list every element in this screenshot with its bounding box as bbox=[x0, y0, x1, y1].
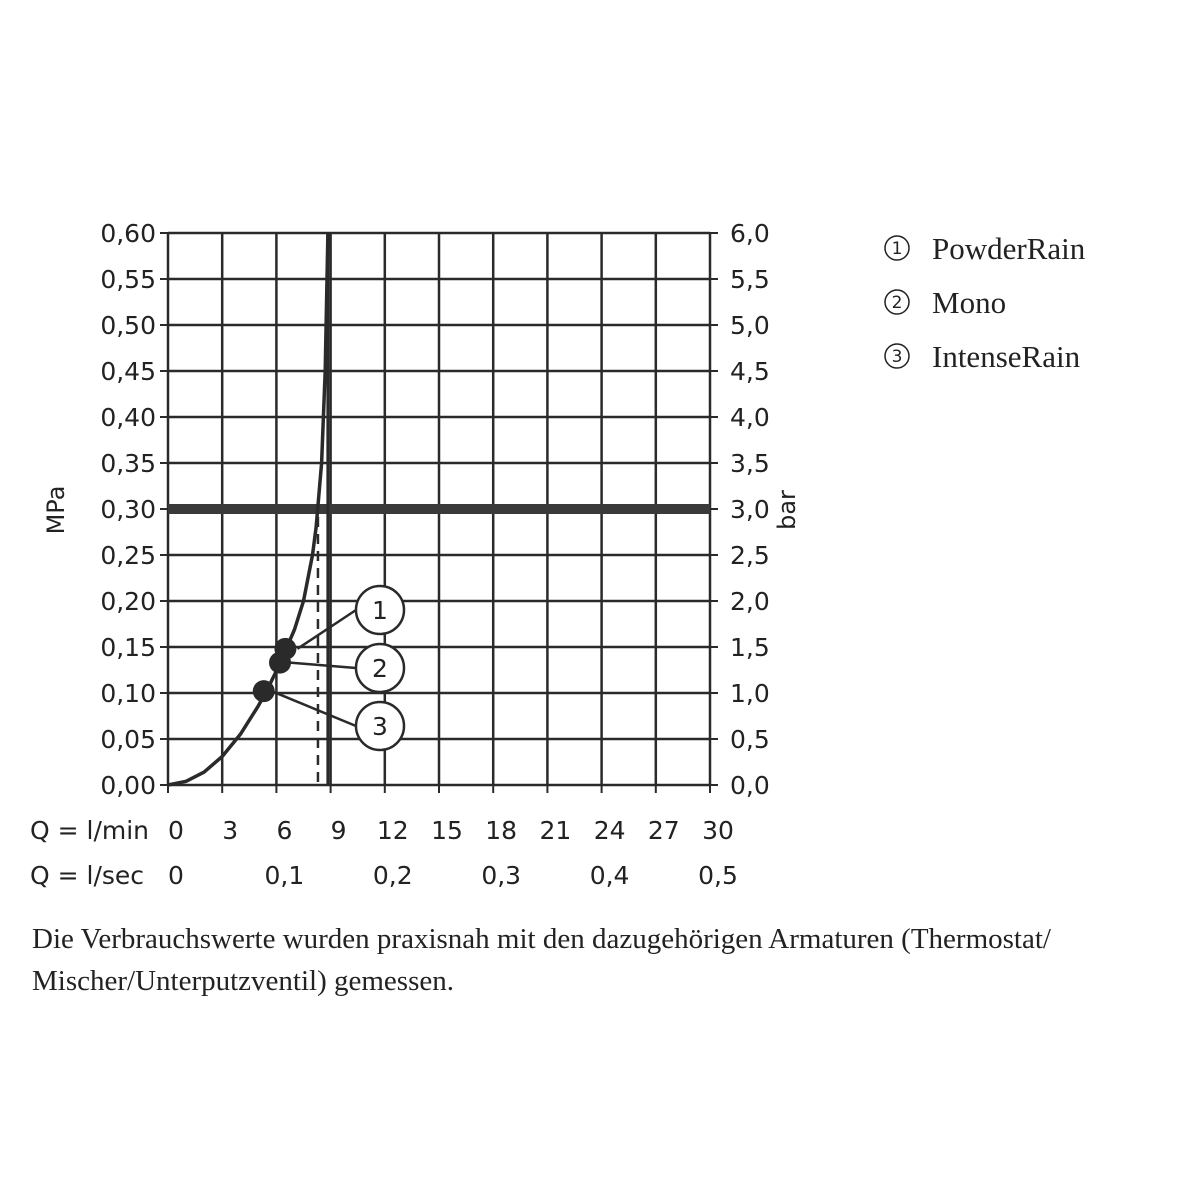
x-axis-label-lsec: Q = l/sec bbox=[30, 861, 145, 890]
y-tick-label-mpa: 0,60 bbox=[100, 219, 156, 248]
legend-label: PowderRain bbox=[932, 231, 1086, 266]
y-tick-label-bar: 6,0 bbox=[730, 219, 770, 248]
legend-item bbox=[885, 231, 1086, 266]
x-tick-label-lmin: 15 bbox=[431, 816, 463, 845]
x-tick-label-lsec: 0 bbox=[168, 861, 184, 890]
x-tick-label-lmin: 18 bbox=[485, 816, 518, 845]
y-tick-label-mpa: 0,25 bbox=[100, 541, 156, 570]
legend-symbol: 3 bbox=[891, 347, 903, 367]
y-tick-label-mpa: 0,45 bbox=[100, 357, 156, 386]
y-tick-label-mpa: 0,05 bbox=[100, 725, 156, 754]
x-tick-label-lmin: 24 bbox=[593, 816, 626, 845]
x-tick-label-lmin: 21 bbox=[539, 816, 572, 845]
y-tick-label-bar: 5,0 bbox=[730, 311, 770, 340]
y-tick-label-mpa: 0,30 bbox=[100, 495, 156, 524]
y-tick-label-bar: 2,0 bbox=[730, 587, 770, 616]
callout-label: 1 bbox=[372, 596, 388, 625]
callout-leader bbox=[290, 663, 356, 668]
y-tick-label-mpa: 0,15 bbox=[100, 633, 156, 662]
y-tick-label-bar: 2,5 bbox=[730, 541, 770, 570]
x-tick-label-lmin: 9 bbox=[330, 816, 347, 845]
y-tick-label-mpa: 0,50 bbox=[100, 311, 156, 340]
y-tick-label-bar: 0,0 bbox=[730, 771, 770, 800]
y-axis-label-left: MPa bbox=[42, 485, 70, 535]
x-tick-label-lmin: 3 bbox=[222, 816, 239, 845]
legend-item bbox=[885, 285, 1006, 320]
y-tick-label-bar: 0,5 bbox=[730, 725, 770, 754]
x-tick-label-lsec: 0,4 bbox=[589, 861, 630, 890]
x-axis-label-lmin: Q = l/min bbox=[30, 816, 150, 845]
y-tick-label-mpa: 0,55 bbox=[100, 265, 156, 294]
x-tick-label-lmin: 30 bbox=[702, 816, 734, 845]
y-tick-label-mpa: 0,00 bbox=[100, 771, 156, 800]
x-tick-label-lmin: 27 bbox=[647, 816, 680, 845]
legend-symbol: 2 bbox=[891, 293, 903, 313]
legend-symbol: 1 bbox=[891, 239, 903, 259]
y-tick-label-mpa: 0,40 bbox=[100, 403, 156, 432]
legend-item bbox=[885, 339, 1081, 374]
y-tick-label-mpa: 0,10 bbox=[100, 679, 156, 708]
callout-label: 2 bbox=[372, 654, 388, 683]
callout-leader bbox=[272, 691, 356, 726]
x-tick-label-lsec: 0,2 bbox=[372, 861, 413, 890]
y-tick-label-bar: 4,5 bbox=[730, 357, 770, 386]
y-tick-label-bar: 4,0 bbox=[730, 403, 770, 432]
callout-label: 3 bbox=[372, 712, 388, 741]
legend-label: Mono bbox=[932, 285, 1007, 320]
x-tick-label-lsec: 0,1 bbox=[264, 861, 305, 890]
y-tick-label-bar: 3,5 bbox=[730, 449, 770, 478]
legend-label: IntenseRain bbox=[932, 339, 1081, 374]
y-tick-label-bar: 5,5 bbox=[730, 265, 770, 294]
y-tick-label-mpa: 0,35 bbox=[100, 449, 156, 478]
y-axis-label-right: bar bbox=[773, 490, 801, 530]
x-tick-label-lsec: 0,5 bbox=[698, 861, 738, 890]
legend bbox=[885, 231, 1086, 374]
data-point bbox=[269, 652, 291, 674]
caption-text: Die Verbrauchswerte wurden praxisnah mit den dazugehörigen Armaturen (Thermostat/ Mischer/Unterputzventil) gemessen. bbox=[32, 923, 1051, 997]
y-tick-label-bar: 3,0 bbox=[730, 495, 770, 524]
x-tick-label-lsec: 0,3 bbox=[481, 861, 522, 890]
y-tick-label-bar: 1,0 bbox=[730, 679, 770, 708]
data-point bbox=[253, 680, 275, 702]
y-tick-label-bar: 1,5 bbox=[730, 633, 770, 662]
y-tick-label-mpa: 0,20 bbox=[100, 587, 156, 616]
x-tick-label-lmin: 12 bbox=[376, 816, 409, 845]
x-tick-label-lmin: 0 bbox=[168, 816, 184, 845]
x-tick-label-lmin: 6 bbox=[276, 816, 293, 845]
